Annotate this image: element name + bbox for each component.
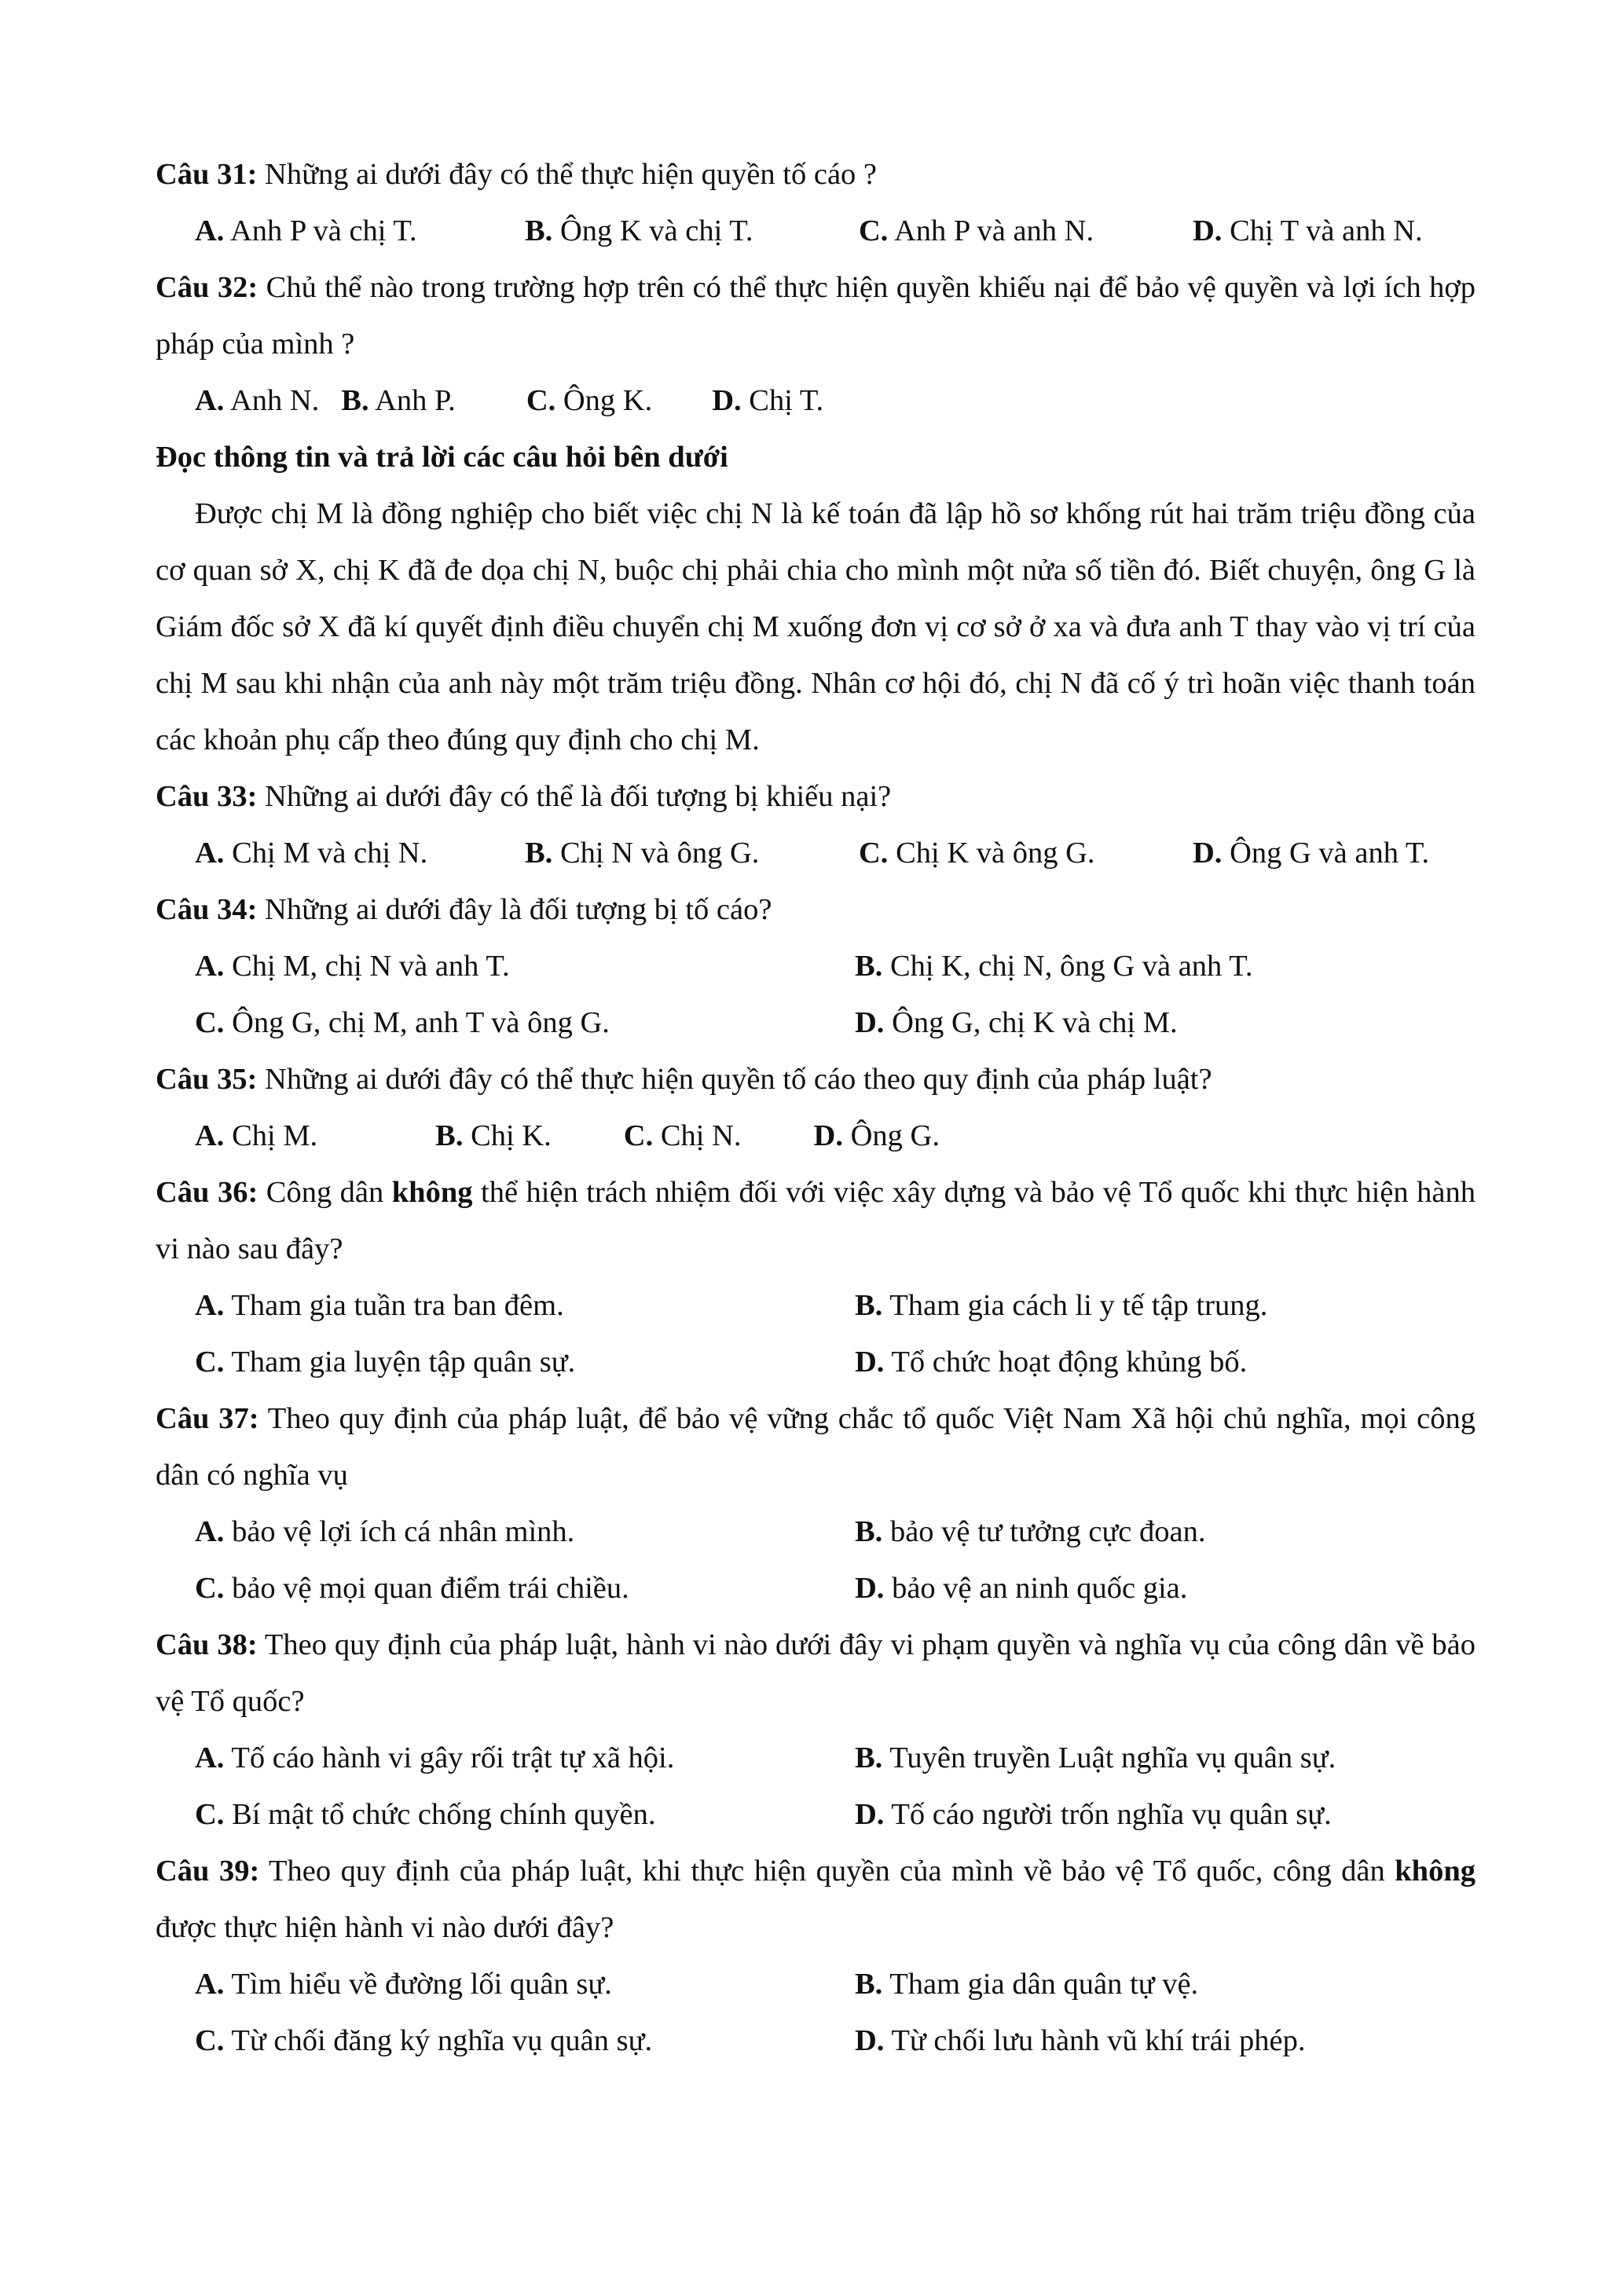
question-label: Câu 39: [156, 1855, 260, 1888]
option-b: B. Anh P. [341, 384, 456, 417]
option-c: C. Chị K và ông G. [859, 837, 1095, 870]
option-a: A. Chị M. [195, 1119, 318, 1152]
question-38-options [156, 1730, 1476, 1843]
option-c: C. bảo vệ mọi quan điểm trái chiều. [195, 1572, 629, 1605]
option-c: C. Ông G, chị M, anh T và ông G. [195, 1006, 610, 1039]
option-a: A. Tìm hiểu về đường lối quân sự. [195, 1968, 612, 2001]
question-37-options [156, 1503, 1476, 1617]
question-text: Những ai dưới đây có thể thực hiện quyền tố cáo theo quy định của pháp luật? [257, 1063, 1212, 1096]
option-b: B. Ông K và chị T. [525, 214, 753, 247]
option-a: A. Chị M, chị N và anh T. [195, 950, 510, 983]
option-a: A. Anh P và chị T. [195, 214, 417, 247]
question-label: Câu 34: [156, 893, 258, 926]
option-b: B. Tham gia dân quân tự vệ. [855, 1968, 1199, 2001]
option-a: A. Chị M và chị N. [195, 837, 428, 870]
option-b: B. Chị K, chị N, ông G và anh T. [855, 950, 1253, 983]
option-d: D. Ông G. [813, 1119, 940, 1152]
exam-page [156, 146, 1476, 2069]
question-text: Theo quy định của pháp luật, để bảo vệ vững chắc tổ quốc Việt Nam Xã hội chủ nghĩa, mọi công dân có nghĩa vụ [156, 1402, 1476, 1492]
question-label: Câu 31: [156, 158, 258, 191]
emphasis-khong: không [1395, 1855, 1476, 1888]
option-a: A. Tham gia tuần tra ban đêm. [195, 1289, 564, 1322]
question-36: Câu 36: Công dân không thể hiện trách nhiệm đối với việc xây dựng và bảo vệ Tổ quốc khi thực hiện hành vi nào sau đây? [156, 1176, 1476, 1265]
question-35 [156, 1051, 1476, 1108]
option-c: C. Bí mật tổ chức chống chính quyền. [195, 1798, 656, 1831]
option-d: D. Tổ chức hoạt động khủng bố. [855, 1346, 1248, 1379]
question-31 [156, 146, 1476, 203]
option-a: A. Anh N. [195, 384, 320, 417]
reading-heading: Đọc thông tin và trả lời các câu hỏi bên dưới [156, 441, 728, 474]
question-36-options [156, 1277, 1476, 1390]
option-a: A. Tố cáo hành vi gây rối trật tự xã hội. [195, 1741, 675, 1774]
option-b: B. bảo vệ tư tưởng cực đoan. [855, 1515, 1206, 1548]
question-label: Câu 35: [156, 1063, 258, 1096]
question-label: Câu 36: [156, 1176, 258, 1209]
question-text: Chủ thể nào trong trường hợp trên có thể thực hiện quyền khiếu nại để bảo vệ quyền và lợi ích hợp pháp của mình ? [156, 271, 1476, 361]
question-33-options [156, 825, 1476, 881]
reading-passage: Được chị M là đồng nghiệp cho biết việc chị N là kế toán đã lập hồ sơ khống rút hai trăm triệu đồng của cơ quan sở X, chị K đã đe dọa chị N, buộc chị phải chia cho mình một nửa số tiền đó. Biết chuyện, ông G là Giám đốc sở X đã kí quyết định điều chuyển chị M xuống đơn vị cơ sở ở xa và đưa anh T thay vào vị trí của chị M sau khi nhận của anh này một trăm triệu đồng. Nhân cơ hội đó, chị N đã cố ý trì hoãn việc thanh toán các khoản phụ cấp theo đúng quy định cho chị M. [156, 497, 1476, 756]
option-c: C. Ông K. [526, 384, 653, 417]
question-39: Câu 39: Theo quy định của pháp luật, khi thực hiện quyền của mình về bảo vệ Tổ quốc, công dân không được thực hiện hành vi nào dưới đây? [156, 1855, 1476, 1944]
question-label: Câu 37: [156, 1402, 259, 1435]
question-33 [156, 768, 1476, 825]
question-38 [156, 1617, 1476, 1730]
question-35-options [156, 1108, 1476, 1164]
question-39-options [156, 1956, 1476, 2069]
question-label: Câu 33: [156, 780, 258, 813]
option-d: D. Chị T. [712, 384, 824, 417]
option-a: A. bảo vệ lợi ích cá nhân mình. [195, 1515, 575, 1548]
option-c: C. Từ chối đăng ký nghĩa vụ quân sự. [195, 2024, 653, 2057]
question-text: Theo quy định của pháp luật, hành vi nào dưới đây vi phạm quyền và nghĩa vụ của công dân về bảo vệ Tổ quốc? [156, 1628, 1476, 1718]
option-d: D. bảo vệ an ninh quốc gia. [855, 1572, 1188, 1605]
option-c: C. Chị N. [623, 1119, 742, 1152]
question-34 [156, 881, 1476, 938]
option-d: D. Từ chối lưu hành vũ khí trái phép. [855, 2024, 1306, 2057]
option-b: B. Tham gia cách li y tế tập trung. [855, 1289, 1268, 1322]
question-32 [156, 259, 1476, 372]
option-b: B. Tuyên truyền Luật nghĩa vụ quân sự. [855, 1741, 1336, 1774]
option-d: D. Ông G và anh T. [1193, 837, 1430, 870]
option-d: D. Chị T và anh N. [1193, 214, 1423, 247]
question-32-options [156, 372, 1476, 429]
option-d: D. Ông G, chị K và chị M. [855, 1006, 1178, 1039]
question-34-options [156, 938, 1476, 1051]
question-text: Những ai dưới đây có thể là đối tượng bị khiếu nại? [257, 780, 892, 813]
question-37 [156, 1390, 1476, 1503]
option-b: B. Chị N và ông G. [525, 837, 760, 870]
question-31-options [156, 203, 1476, 259]
option-d: D. Tố cáo người trốn nghĩa vụ quân sự. [855, 1798, 1332, 1831]
option-c: C. Anh P và anh N. [859, 214, 1094, 247]
option-c: C. Tham gia luyện tập quân sự. [195, 1346, 576, 1379]
question-text: Những ai dưới đây có thể thực hiện quyền tố cáo ? [257, 158, 877, 191]
emphasis-khong: không [391, 1176, 473, 1209]
question-label: Câu 38: [156, 1628, 258, 1661]
question-label: Câu 32: [156, 271, 258, 304]
question-text: Những ai dưới đây là đối tượng bị tố cáo? [257, 893, 772, 926]
option-b: B. Chị K. [435, 1119, 552, 1152]
